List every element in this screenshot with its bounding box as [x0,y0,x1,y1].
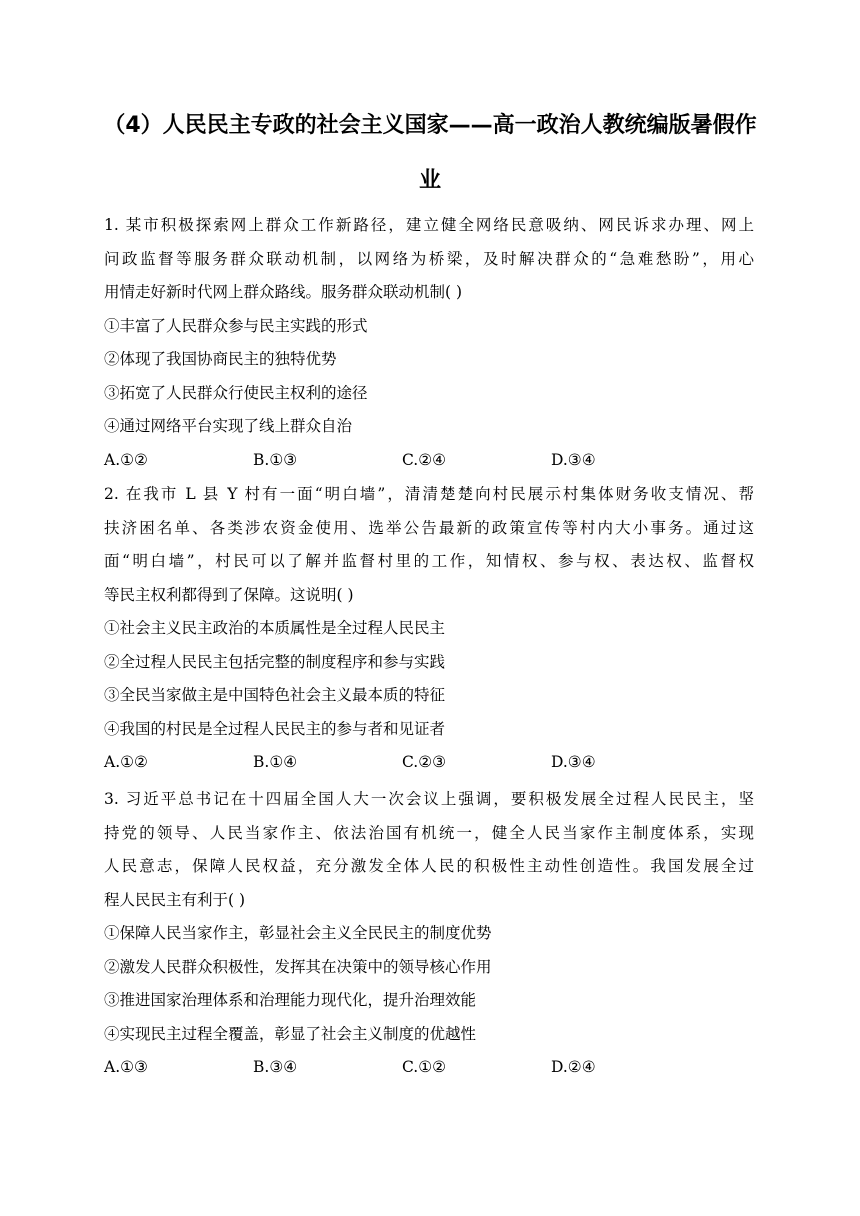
question-1-stem-line: 问政监督等服务群众联动机制，以网络为桥梁，及时解决群众的“急难愁盼”，用心 [104,249,754,268]
question-2-statement: ④我国的村民是全过程人民民主的参与者和见证者 [104,719,446,738]
option-c[interactable]: C.①② [402,1058,447,1076]
option-d[interactable]: D.②④ [551,1058,596,1076]
question-2-stem-line: 面“明白墙”，村民可以了解并监督村里的工作，知情权、参与权、表达权、监督权 [104,552,754,570]
option-d[interactable]: D.③④ [551,753,596,771]
question-2-stem-line: 2. 在我市 L 县 Y 村有一面“明白墙”，清清楚楚向村民展示村集体财务收支情况、帮 [104,485,754,503]
question-2-statement: ②全过程人民民主包括完整的制度程序和参与实践 [104,652,446,671]
question-2-options [104,746,754,780]
question-1-statement: ②体现了我国协商民主的独特优势 [104,350,337,368]
question-3-options [104,1051,754,1085]
question-1-statement: ①丰富了人民群众参与民主实践的形式 [104,316,368,335]
question-3-statement: ②激发人民群众积极性，发挥其在决策中的领导核心作用 [104,957,492,976]
question-2 [104,478,754,780]
option-d[interactable]: D.③④ [551,450,596,469]
question-2-statement: ③全民当家做主是中国特色社会主义最本质的特征 [104,686,446,704]
option-a[interactable]: A.①③ [104,1058,148,1076]
question-2-stem-line: 扶济困名单、各类涉农资金使用、选举公告最新的政策宣传等村内大小事务。通过这 [104,518,754,537]
page-title-line-1: （4）人民民主专政的社会主义国家——高一政治人教统编版暑假作 [103,113,757,138]
question-3 [104,783,754,1085]
question-1-statement: ③拓宽了人民群众行使民主权利的途径 [104,383,368,402]
question-1-stem-line: 用情走好新时代网上群众路线。服务群众联动机制( ) [104,283,463,301]
question-3-statement: ①保障人民当家作主，彰显社会主义全民民主的制度优势 [104,924,492,942]
question-1-stem-line: 1. 某市积极探索网上群众工作新路径，建立健全网络民意吸纳、网民诉求办理、网上 [104,216,754,234]
question-1-statement: ④通过网络平台实现了线上群众自治 [104,417,353,435]
question-2-statement: ①社会主义民主政治的本质属性是全过程人民民主 [104,619,446,637]
option-a[interactable]: A.①② [104,753,148,771]
question-3-stem-line: 3. 习近平总书记在十四届全国人大一次会议上强调，要积极发展全过程人民民主，坚 [104,790,754,808]
option-b[interactable]: B.③④ [253,1058,298,1076]
option-c[interactable]: C.②③ [402,753,447,771]
option-a[interactable]: A.①② [104,450,148,469]
question-1 [104,209,754,477]
option-b[interactable]: B.①③ [253,450,298,469]
option-c[interactable]: C.②④ [402,450,447,469]
question-3-stem-line: 人民意志，保障人民权益，充分激发全体人民的积极性主动性创造性。我国发展全过 [104,857,754,875]
question-3-statement: ④实现民主过程全覆盖，彰显了社会主义制度的优越性 [104,1024,477,1043]
question-3-stem-line: 程人民民主有利于( ) [104,890,246,909]
question-3-stem-line: 持党的领导、人民当家作主、依法治国有机统一，健全人民当家作主制度体系，实现 [104,823,754,842]
question-3-statement: ③推进国家治理体系和治理能力现代化，提升治理效能 [104,991,477,1009]
page-title-line-2: 业 [418,168,441,193]
question-2-stem-line: 等民主权利都得到了保障。这说明( ) [104,585,354,604]
question-1-options [104,444,754,478]
option-b[interactable]: B.①④ [253,753,298,771]
